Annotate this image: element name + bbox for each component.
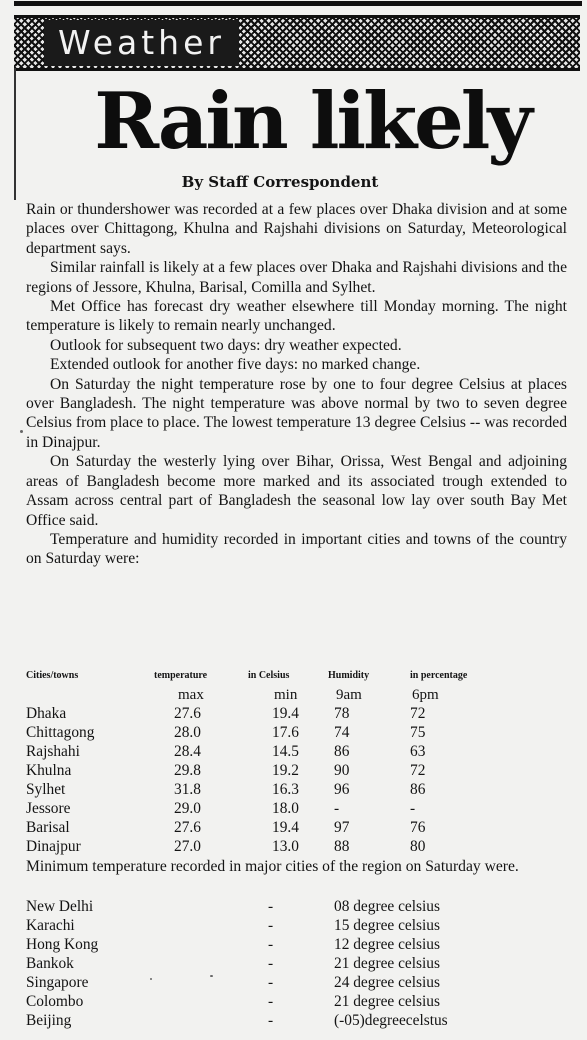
section-label: Weather — [44, 20, 239, 66]
min-cell: 18.0 — [272, 800, 299, 817]
humidity-am-cell: 90 — [334, 762, 350, 779]
humidity-am-cell: - — [334, 800, 340, 817]
region-city: Bankok — [26, 955, 74, 972]
header-humidity: Humidity — [328, 670, 370, 681]
max-cell: 28.4 — [174, 743, 201, 760]
table-row — [26, 781, 567, 800]
max-cell: 31.8 — [174, 781, 201, 798]
region-city: New Delhi — [26, 898, 94, 915]
list-item — [26, 955, 567, 974]
city-cell: Jessore — [26, 800, 71, 817]
separator-dash: - — [268, 898, 274, 915]
humidity-pm-cell: 75 — [410, 724, 426, 741]
region-city: Singapore — [26, 974, 89, 991]
print-speck — [210, 975, 213, 977]
max-cell: 29.0 — [174, 800, 201, 817]
region-city: Karachi — [26, 917, 75, 934]
region-city: Hong Kong — [26, 936, 99, 953]
region-city: Colombo — [26, 993, 84, 1010]
header-in-celsius: in Celsius — [248, 670, 290, 681]
city-cell: Barisal — [26, 819, 70, 836]
min-temp-value: 08 degree celsius — [334, 898, 440, 915]
min-temp-value: 15 degree celsius — [334, 917, 440, 934]
city-cell: Dinajpur — [26, 838, 81, 855]
max-cell: 27.0 — [174, 838, 201, 855]
list-item — [26, 936, 567, 955]
humidity-pm-cell: 86 — [410, 781, 426, 798]
header-cities: Cities/towns — [26, 670, 79, 681]
humidity-am-cell: 96 — [334, 781, 350, 798]
separator-dash: - — [268, 917, 274, 934]
humidity-pm-cell: 63 — [410, 743, 426, 760]
paragraph: Outlook for subsequent two days: dry weather expected. — [50, 336, 402, 354]
max-cell: 27.6 — [174, 819, 201, 836]
humidity-am-cell: 78 — [334, 705, 350, 722]
min-cell: 13.0 — [272, 838, 299, 855]
table-header — [26, 667, 567, 705]
humidity-am-cell: 74 — [334, 724, 350, 741]
max-cell: 27.6 — [174, 705, 201, 722]
humidity-am-cell: 97 — [334, 819, 350, 836]
table-row — [26, 819, 567, 838]
separator-dash: - — [268, 1012, 274, 1029]
section-banner — [14, 15, 580, 71]
humidity-pm-cell: 76 — [410, 819, 426, 836]
paragraph: Temperature and humidity recorded in important cities and towns of the country on Saturday were: — [26, 530, 567, 568]
table-row — [26, 762, 567, 781]
min-cell: 17.6 — [272, 724, 299, 741]
header-in-percentage: in percentage — [410, 670, 468, 681]
header-temperature: temperature — [154, 670, 208, 681]
unit-9am: 9am — [336, 687, 362, 703]
humidity-pm-cell: - — [410, 800, 416, 817]
humidity-pm-cell: 72 — [410, 762, 426, 779]
paragraph: Rain or thundershower was recorded at a few places over Dhaka division and at some places over Chittagong, Khulna and Rajshahi divisions on Saturday, Meteorological department says. — [26, 201, 567, 257]
article-body — [26, 200, 567, 569]
city-cell: Rajshahi — [26, 743, 80, 760]
min-cell: 19.4 — [272, 705, 299, 722]
city-cell: Chittagong — [26, 724, 95, 741]
max-cell: 28.0 — [174, 724, 201, 741]
min-temp-value: (-05)degreecelstus — [334, 1012, 448, 1029]
city-cell: Khulna — [26, 762, 72, 779]
humidity-am-cell: 86 — [334, 743, 350, 760]
humidity-pm-cell: 72 — [410, 705, 426, 722]
min-temp-value: 12 degree celsius — [334, 936, 440, 953]
min-cell: 16.3 — [272, 781, 299, 798]
table-row — [26, 724, 567, 743]
min-cell: 19.4 — [272, 819, 299, 836]
list-item — [26, 974, 567, 993]
print-speck — [150, 978, 152, 980]
min-cell: 19.2 — [272, 762, 299, 779]
paragraph: Extended outlook for another five days: no marked change. — [50, 356, 421, 374]
min-cell: 14.5 — [272, 743, 299, 760]
max-cell: 29.8 — [174, 762, 201, 779]
separator-dash: - — [268, 974, 274, 991]
min-temp-value: 24 degree celsius — [334, 974, 440, 991]
paragraph: Similar rainfall is likely at a few places over Dhaka and Rajshahi divisions and the regions of Jessore, Khulna, Barisal, Comilla and Sylhet. — [26, 259, 567, 296]
minimum-intro: Minimum temperature recorded in major cities of the region on Saturday were. — [26, 858, 519, 875]
list-item — [26, 898, 567, 917]
separator-dash: - — [268, 936, 274, 953]
unit-min: min — [274, 687, 298, 703]
list-item — [26, 917, 567, 936]
table-row — [26, 705, 567, 724]
humidity-pm-cell: 80 — [410, 838, 426, 855]
min-temp-value: 21 degree celsius — [334, 955, 440, 972]
top-rule — [14, 1, 582, 6]
city-cell: Sylhet — [26, 781, 66, 798]
paragraph: Met Office has forecast dry weather elsewhere till Monday morning. The night temperature is likely to remain nearly unchanged. — [26, 298, 567, 335]
byline: By Staff Correspondent — [181, 173, 379, 191]
table-row — [26, 838, 567, 857]
headline: Rain likely — [94, 76, 530, 167]
separator-dash: - — [268, 993, 274, 1010]
unit-max: max — [178, 687, 204, 703]
region-city: Beijing — [26, 1012, 72, 1029]
paragraph: On Saturday the night temperature rose by one to four degree Celsius at places over Bangladesh. The night temperature was above normal by two to seven degree Celsius from place to place. The lowest temperature 13 degree Celsius -- was recorded in Dinajpur. — [26, 375, 567, 451]
table-row — [26, 743, 567, 762]
humidity-am-cell: 88 — [334, 838, 350, 855]
print-speck — [20, 430, 23, 433]
separator-dash: - — [268, 955, 274, 972]
list-item — [26, 993, 567, 1012]
unit-6pm: 6pm — [412, 687, 439, 703]
list-item — [26, 1012, 567, 1031]
city-cell: Dhaka — [26, 705, 67, 722]
table-row — [26, 800, 567, 819]
min-temp-value: 21 degree celsius — [334, 993, 440, 1010]
paragraph: On Saturday the westerly lying over Bihar, Orissa, West Bengal and adjoining areas of Bangladesh become more marked and its associated trough extended to Assam across central part of Bangladesh the seasonal low lay over south Bay Met Office said. — [26, 453, 567, 529]
